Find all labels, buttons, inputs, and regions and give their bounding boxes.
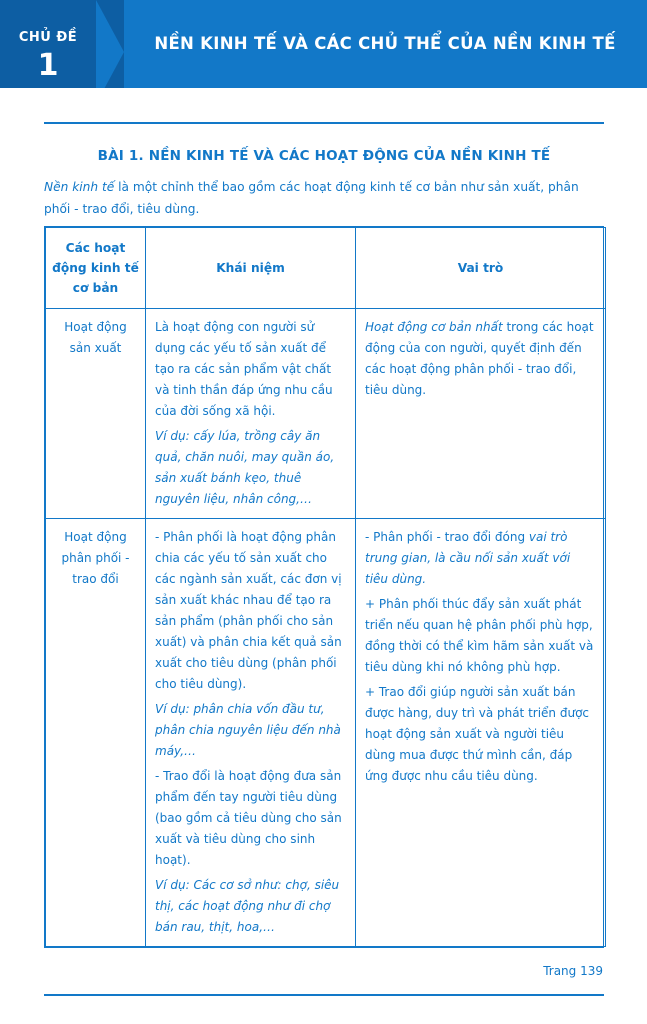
concept-paragraph: - Trao đổi là hoạt động đưa sản phẩm đến tay người tiêu dùng (bao gồm cả tiêu dùng cho sản xuất và tiêu dùng cho sinh hoạt). (155, 769, 342, 867)
concept-paragraph: - Phân phối là hoạt động phân chia các yếu tố sản xuất cho các ngành sản xuất, các đơn vị sản xuất khác nhau để tạo ra sản phẩm (phân phối cho sản xuất) và phân chia kết quả sản xuất cho tiêu dùng (phân phối cho tiêu dùng). (155, 530, 342, 691)
lesson-intro-text: là một chỉnh thể bao gồm các hoạt động kinh tế cơ bản như sản xuất, phân phối - trao đổi, tiêu dùng. (44, 180, 579, 216)
concept-example: Ví dụ: Các cơ sở như: chợ, siêu thị, các hoạt động như đi chợ bán rau, thịt, hoa,… (155, 878, 340, 934)
role-text: trong các hoạt động của con người, quyết định đến các hoạt động phân phối - trao đổi, tiêu dùng. (365, 320, 594, 397)
row-role-distribution (356, 519, 606, 947)
page-content (0, 104, 647, 1024)
table-row (46, 309, 606, 519)
concept-paragraph: Là hoạt động con người sử dụng các yếu tố sản xuất để tạo ra các sản phẩm vật chất và tinh thần đáp ứng nhu cầu của đời sống xã hội. (155, 320, 333, 418)
header-spacer-left (0, 88, 124, 104)
role-emphasis: Hoạt động cơ bản nhất (365, 320, 503, 334)
role-emphasis: vai trò trung gian, là cầu nối sản xuất với tiêu dùng. (365, 530, 571, 586)
row-concept-production (146, 309, 356, 519)
role-paragraph: + Trao đổi giúp người sản xuất bán được hàng, duy trì và phát triển được hoạt động sản xuất và người tiêu dùng mua được thứ mình cần, đáp ứng được nhu cầu tiêu dùng. (365, 685, 590, 783)
row-role-production (356, 309, 606, 519)
table-row (46, 519, 606, 947)
concepts-table-wrapper (44, 226, 604, 948)
row-concept-distribution (146, 519, 356, 947)
chu-de-number: 1 (37, 48, 59, 83)
row-label-distribution: Hoạt động phân phối - trao đổi (46, 519, 146, 947)
row-label-production: Hoạt động sản xuất (46, 309, 146, 519)
lesson-title: BÀI 1. NỀN KINH TẾ VÀ CÁC HOẠT ĐỘNG CỦA NỀN KINH TẾ (97, 148, 551, 164)
page-number: Trang 139 (543, 964, 603, 978)
role-paragraph (365, 317, 596, 401)
table-header-concept: Khái niệm (146, 228, 356, 309)
page-header (0, 0, 647, 104)
role-paragraph: + Phân phối thúc đẩy sản xuất phát triển nếu quan hệ phân phối phù hợp, đồng thời có thể kìm hãm sản xuất và tiêu dùng khi nó không phù hợp. (365, 597, 594, 674)
table-header-row (46, 228, 606, 309)
role-text: - Phân phối - trao đổi đóng (365, 530, 529, 544)
lesson-intro-term: Nền kinh tế (44, 180, 115, 194)
concepts-table (45, 227, 606, 947)
concept-example: Ví dụ: phân chia vốn đầu tư, phân chia nguyên liệu đến nhà máy,… (155, 702, 341, 758)
lesson-intro (44, 176, 604, 220)
table-header-activities: Các hoạt động kinh tế cơ bản (46, 228, 146, 309)
concept-example: Ví dụ: cấy lúa, trồng cây ăn quả, chăn nuôi, may quần áo, sản xuất bánh kẹo, thuê nguyên liệu, nhân công,… (155, 429, 335, 506)
chu-de-label: CHỦ ĐỀ (18, 30, 78, 45)
page-title: NỀN KINH TẾ VÀ CÁC CHỦ THỂ CỦA NỀN KINH TẾ (154, 34, 616, 53)
role-paragraph (365, 527, 596, 590)
top-divider (44, 122, 604, 124)
bottom-divider (44, 994, 604, 996)
table-header-role: Vai trò (356, 228, 606, 309)
